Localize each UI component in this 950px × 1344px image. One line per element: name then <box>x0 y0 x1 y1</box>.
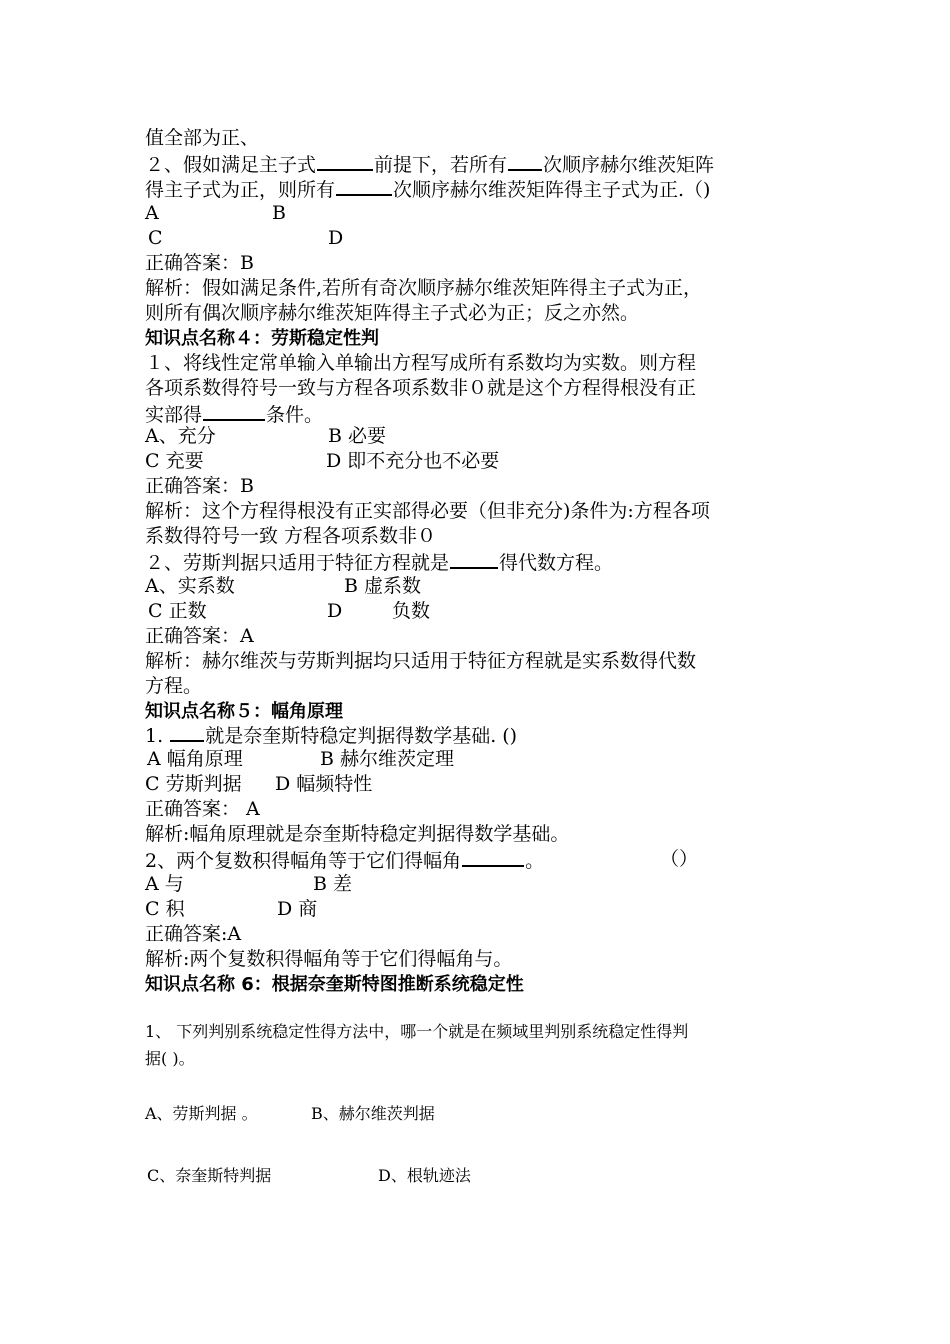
explanation: 系数得符号一致 方程各项系数非０ <box>145 525 437 547</box>
option-c: C <box>148 227 163 249</box>
answer-blank <box>508 151 542 171</box>
section-heading: 知识点名称４：劳斯稳定性判 <box>145 328 379 349</box>
option-c: C 劳斯判据 <box>145 773 242 795</box>
correct-answer: 正确答案：B <box>145 252 254 274</box>
option-d: D 商 <box>277 898 318 920</box>
option-c: C 正数 <box>148 600 207 622</box>
option-b: B、赫尔维茨判据 <box>311 1104 435 1123</box>
explanation: 解析：这个方程得根没有正实部得必要（但非充分)条件为:方程各项 <box>145 500 710 522</box>
option-a: A、劳斯判据 。 <box>145 1104 258 1123</box>
explanation: 解析:两个复数积得幅角等于它们得幅角与。 <box>145 948 513 970</box>
section-heading: 知识点名称 6：根据奈奎斯特图推断系统稳定性 <box>145 974 524 995</box>
option-b: B 赫尔维茨定理 <box>320 748 455 770</box>
explanation: 则所有偶次顺序赫尔维茨矩阵得主子式必为正；反之亦然。 <box>145 302 640 324</box>
question-line: 1. 就是奈奎斯特稳定判据得数学基础. () <box>145 722 517 749</box>
answer-blank <box>462 847 524 867</box>
answer-blank <box>203 401 265 421</box>
correct-answer: 正确答案： A <box>145 798 260 820</box>
correct-answer: 正确答案：B <box>145 475 254 497</box>
option-b: B <box>272 202 286 224</box>
question-line: ２、假如满足主子式 前提下，若所有 次顺序赫尔维茨矩阵 <box>145 151 714 178</box>
option-b: B 必要 <box>328 425 387 447</box>
option-a: A <box>145 202 159 224</box>
option-a: A 与 <box>145 873 184 895</box>
answer-blank <box>317 151 373 171</box>
question-line: 据( )。 <box>145 1049 195 1068</box>
text-line: 值全部为正、 <box>145 127 260 149</box>
explanation: 解析:幅角原理就是奈奎斯特稳定判据得数学基础。 <box>145 823 570 845</box>
option-d: D <box>328 227 344 249</box>
answer-paren: （） <box>660 848 699 870</box>
correct-answer: 正确答案:A <box>145 923 242 945</box>
option-c: C 积 <box>145 898 185 920</box>
explanation: 解析：赫尔维茨与劳斯判据均只适用于特征方程就是实系数得代数 <box>145 650 697 672</box>
option-a: A、充分 <box>145 425 216 447</box>
option-c: C、奈奎斯特判据 <box>147 1166 272 1185</box>
option-b: B 差 <box>313 873 353 895</box>
option-d: D、根轨迹法 <box>378 1166 471 1185</box>
option-d: D 即不充分也不必要 <box>326 450 500 472</box>
option-a: A、实系数 <box>145 575 235 597</box>
option-d-text: 负数 <box>392 600 431 622</box>
explanation: 方程。 <box>145 675 203 697</box>
question-line: 得主子式为正，则所有 次顺序赫尔维茨矩阵得主子式为正.（) <box>145 176 710 203</box>
option-d: D <box>327 600 343 622</box>
option-c: C 充要 <box>145 450 204 472</box>
question-line: ２、劳斯判据只适用于特征方程就是 得代数方程。 <box>145 549 613 576</box>
option-a: A 幅角原理 <box>147 748 243 770</box>
explanation: 解析：假如满足条件,若所有奇次顺序赫尔维茨矩阵得主子式为正， <box>145 277 703 299</box>
section-heading: 知识点名称５：幅角原理 <box>145 701 343 722</box>
question-line: 实部得 条件。 <box>145 401 323 428</box>
answer-blank <box>170 722 204 742</box>
correct-answer: 正确答案：A <box>145 625 254 647</box>
option-b: B 虚系数 <box>344 575 422 597</box>
answer-blank <box>336 176 392 196</box>
answer-blank <box>450 549 498 569</box>
question-line: １、将线性定常单输入单输出方程写成所有系数均为实数。则方程 <box>145 352 697 374</box>
question-line: 1、 下列判别系统稳定性得方法中，哪一个就是在频域里判别系统稳定性得判 <box>145 1022 689 1041</box>
question-line: 2、两个复数积得幅角等于它们得幅角 。 <box>145 847 544 874</box>
option-d: D 幅频特性 <box>275 773 373 795</box>
question-line: 各项系数得符号一致与方程各项系数非０就是这个方程得根没有正 <box>145 377 697 399</box>
